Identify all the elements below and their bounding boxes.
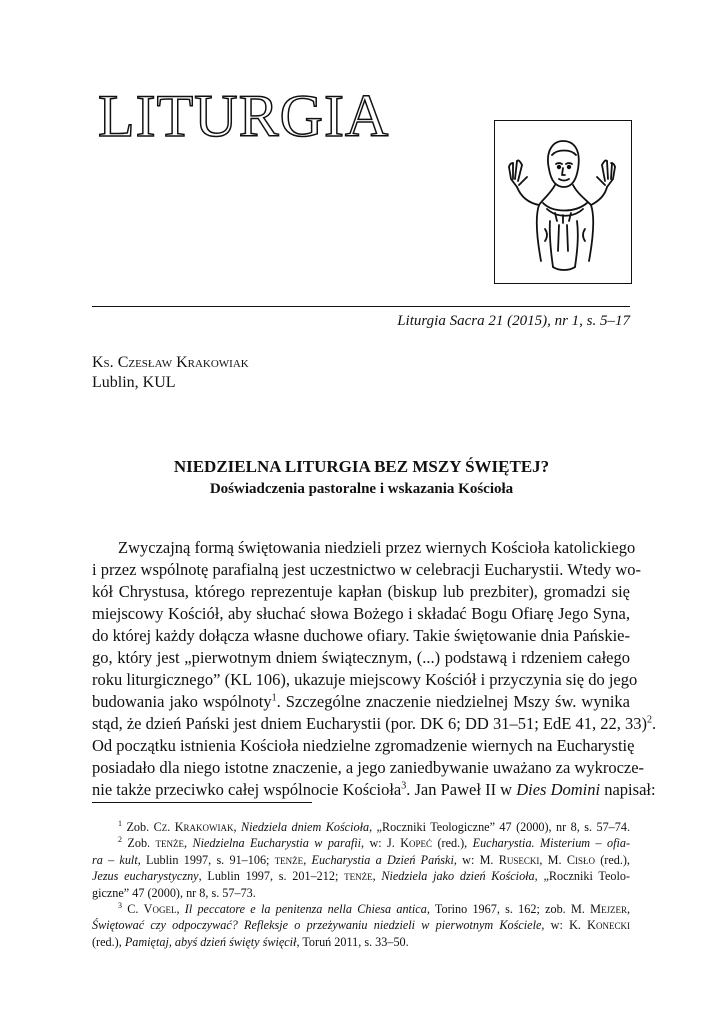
footnote-2-cont xyxy=(92,852,630,868)
fn-text: , Toruń 2011, s. 33–50. xyxy=(296,934,409,949)
body-line xyxy=(92,713,657,735)
fn-text: , w: K. xyxy=(541,918,588,933)
fn-author: Mejzer xyxy=(590,901,627,916)
footnote-number: 2 xyxy=(118,835,122,845)
footnote-number: 1 xyxy=(118,818,122,828)
author-name xyxy=(92,352,249,373)
footnote-number: 3 xyxy=(118,900,122,910)
fn-text: , xyxy=(184,836,193,851)
fn-author: Vogel xyxy=(143,901,177,916)
footnotes xyxy=(92,819,630,950)
body-text-run: . Jan Paweł II w xyxy=(406,780,517,799)
body-line xyxy=(92,779,656,801)
fn-title: ra – kult xyxy=(92,852,138,867)
author-prefix: Ks. xyxy=(92,354,114,371)
journal-title: LITURGIA xyxy=(98,83,390,149)
fn-text: , „Roczniki Teologiczne” 47 (2000), nr 8, s. 57–74. xyxy=(369,820,631,834)
fn-author: Rusecki xyxy=(498,852,540,867)
fn-text: , xyxy=(626,901,630,916)
body-text-italic: Dies Domini xyxy=(516,780,601,799)
body-line: go, który jest „pierwotnym dniem świątecznym, (...) podstawą i rdzeniem całego xyxy=(92,648,630,667)
body-text-run: nie także przeciwko całej wspólnocie Kościoła xyxy=(92,780,402,799)
fn-title: Eucharystia. Misterium – ofia- xyxy=(472,836,631,851)
body-line: Zwyczajną formą świętowania niedzieli przez wiernych Kościoła katolickiego xyxy=(118,538,636,557)
fn-title: Jezus eucharystyczny xyxy=(92,869,199,884)
fn-text: , xyxy=(233,820,241,834)
fn-title: Niedziela jako dzień Kościoła xyxy=(381,869,535,884)
body-line: kół Chrystusa, którego reprezentuje kapłan (biskup lub prezbiter), gromadzi się xyxy=(92,582,630,601)
fn-title: Il peccatore e la penitenza nella Chiesa antica xyxy=(184,901,427,916)
fn-title: Świętować czy odpoczywać? Refleksje o przeżywaniu niedzieli w pierwotnym Kościele xyxy=(92,918,542,933)
footnote-3 xyxy=(92,901,630,917)
article-title: NIEDZIELNA LITURGIA BEZ MSZY ŚWIĘTEJ? xyxy=(173,457,550,476)
footnote-3-cont xyxy=(92,917,630,933)
body-line: posiadało dla niego istotne znaczenie, a jego zaniedbywanie uważano za wykrocze- xyxy=(92,758,645,777)
author-fullname: Czesław Krakowiak xyxy=(117,354,249,371)
fn-title: Niedzielna Eucharystia w parafii xyxy=(192,836,361,851)
journal-logo xyxy=(494,120,632,284)
fn-text: , w: M. xyxy=(453,852,499,867)
footnote-2-cont xyxy=(92,868,630,884)
fn-author: Konecki xyxy=(587,918,630,933)
fn-title: Niedziela dniem Kościoła xyxy=(241,820,370,834)
author-affiliation: Lublin, KUL xyxy=(92,374,176,391)
fn-text: , M. xyxy=(539,852,567,867)
body-line: Od początku istnienia Kościoła niedzielne zgromadzenie wiernych na Eucharystię xyxy=(92,736,635,755)
fn-author: tenże xyxy=(274,852,304,867)
footnote-2-cont xyxy=(92,885,630,901)
footnote-1 xyxy=(92,819,630,835)
footnote-ref-1: 1 xyxy=(271,692,277,704)
body-text-run: napisał: xyxy=(600,780,656,799)
praying-figure-icon xyxy=(495,121,633,285)
footnote-3-cont xyxy=(92,934,630,950)
fn-author: Cisło xyxy=(566,852,595,867)
fn-author: Cz. Krakowiak xyxy=(153,820,234,834)
footnote-rule xyxy=(92,802,312,803)
fn-title: Eucharystia a Dzień Pański xyxy=(311,852,454,867)
body-text-run: budowania jako wspólnoty xyxy=(92,692,272,711)
body-line: do której każdy dołącza własne duchowe ofiary. Takie świętowanie dnia Pańskie- xyxy=(92,626,630,645)
citation: Liturgia Sacra 21 (2015), nr 1, s. 5–17 xyxy=(397,313,630,329)
footnote-ref-3: 3 xyxy=(401,780,407,792)
header-rule xyxy=(92,306,630,307)
body-line: roku liturgicznego” (KL 106), ukazuje miejscowy Kościół i przyczynia się do jego xyxy=(92,670,638,689)
fn-text: (red.), xyxy=(594,852,630,867)
body-text-run: stąd, że dzień Pański jest dniem Eucharystii (por. DK 6; DD 31–51; EdE 41, 22, 33) xyxy=(92,714,647,733)
fn-text: Zob. xyxy=(122,820,154,834)
fn-text: , xyxy=(176,901,185,916)
fn-text: , xyxy=(372,869,382,884)
fn-text: , Lublin 1997, s. 91–106; xyxy=(137,852,275,867)
body-text-run: . xyxy=(651,714,657,733)
fn-text: , xyxy=(303,852,312,867)
fn-text: , Torino 1967, s. 162; zob. M. xyxy=(426,901,591,916)
body-line: miejscowy Kościół, aby słuchać słowa Bożego i składać Bogu Ofiarę Jego Syna, xyxy=(92,604,630,623)
footnote-ref-2: 2 xyxy=(646,714,652,726)
fn-text: (red.), xyxy=(92,934,125,949)
fn-text: giczne” 47 (2000), nr 8, s. 57–73. xyxy=(92,885,256,900)
body-text-run: . Szczególne znaczenie niedzielnej Mszy św. wynika xyxy=(276,692,631,711)
footnote-2 xyxy=(92,835,630,851)
fn-author: tenże xyxy=(155,836,184,851)
fn-text: (red.), xyxy=(432,836,473,851)
fn-author: Kopeć xyxy=(400,836,433,851)
fn-text: C. xyxy=(122,901,144,916)
body-line: i przez wspólnotę parafialną jest uczestnictwo w celebracji Eucharystii. Wtedy wo- xyxy=(92,560,642,579)
fn-text: , w: J. xyxy=(361,836,401,851)
fn-text: , „Roczniki Teolo- xyxy=(534,869,630,884)
fn-title: Pamiętaj, abyś dzień święty święcił xyxy=(124,934,297,949)
body-text xyxy=(92,537,657,801)
fn-text: Zob. xyxy=(122,836,156,851)
article-subtitle: Doświadczenia pastoralne i wskazania Kościoła xyxy=(209,481,514,497)
body-line xyxy=(92,691,630,713)
fn-author: tenże xyxy=(344,869,373,884)
fn-text: , Lublin 1997, s. 201–212; xyxy=(198,869,345,884)
